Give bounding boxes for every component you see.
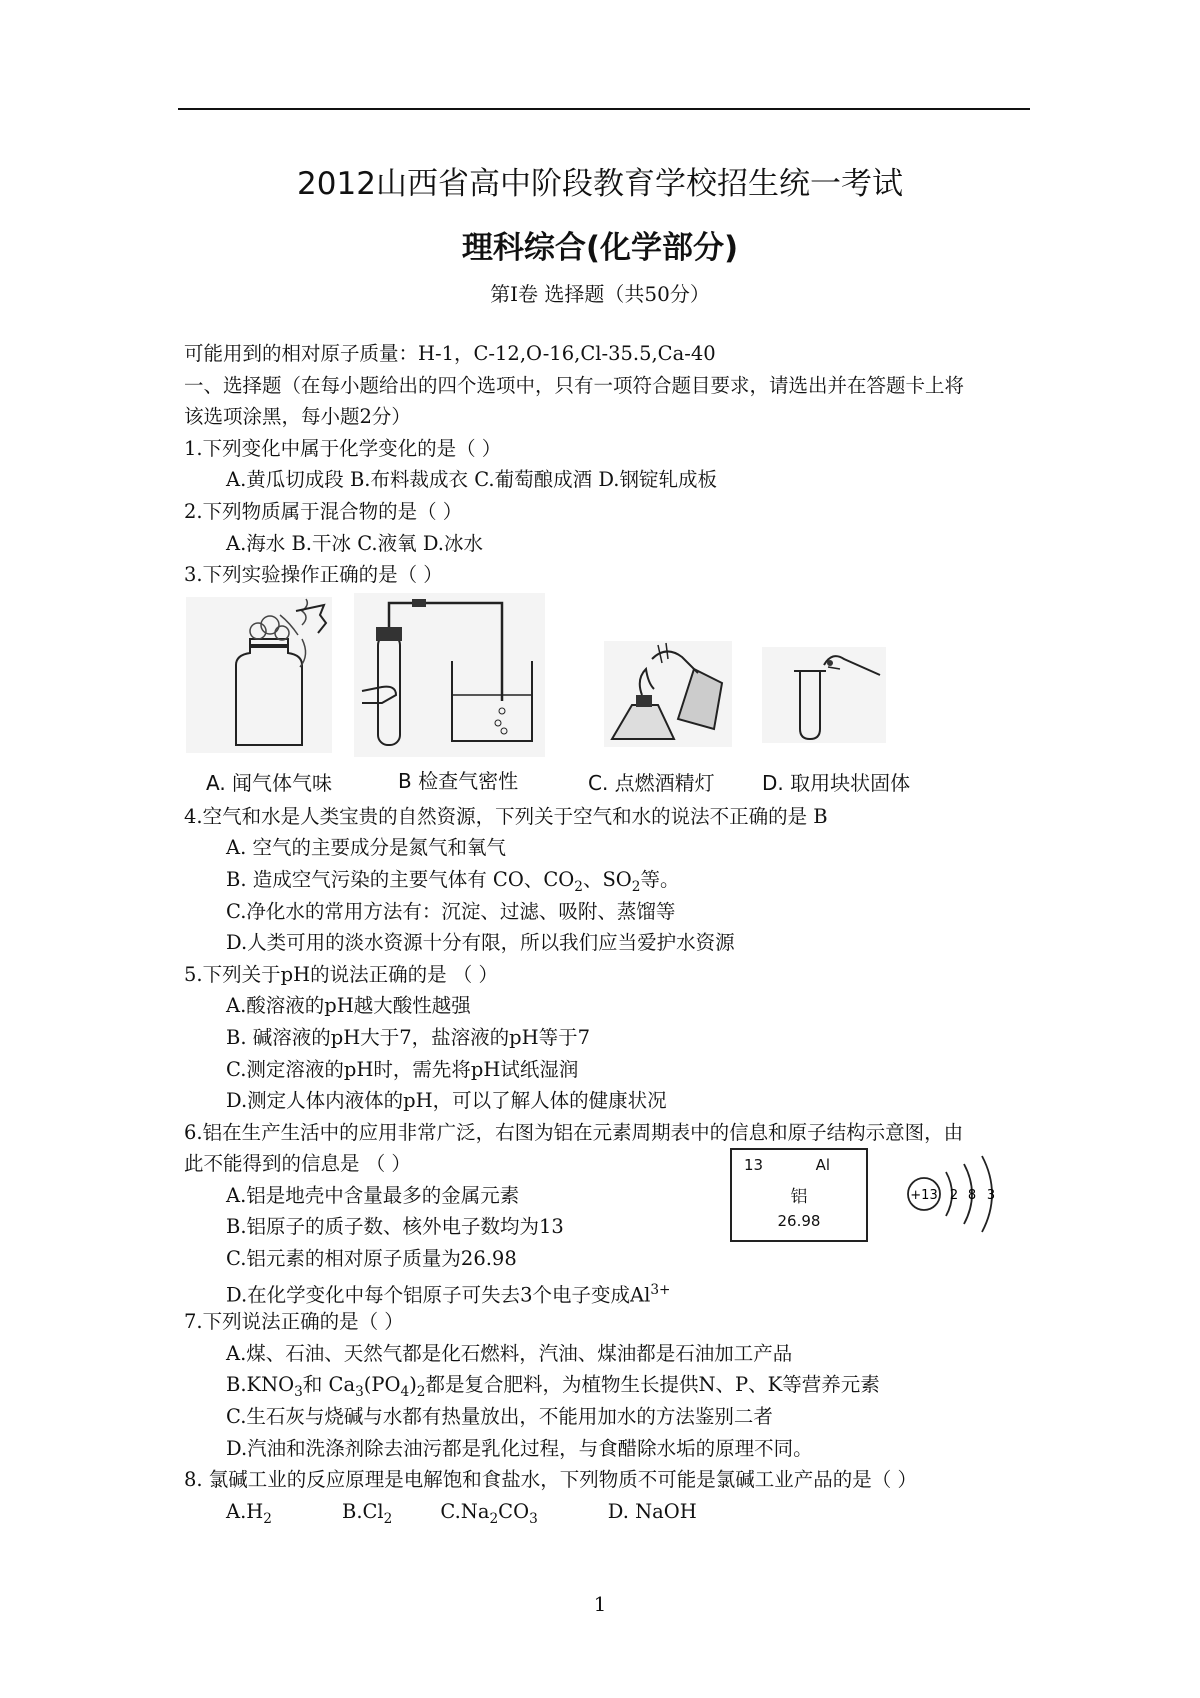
exam-title: 2012山西省高中阶段教育学校招生统一考试 xyxy=(297,166,903,202)
exam-content xyxy=(184,338,1034,1527)
q8-option-a: $A.H_2$ xyxy=(226,1499,272,1527)
page-number: 1 xyxy=(593,1592,607,1616)
figure-caption-c: C. 点燃酒精灯 xyxy=(588,770,715,795)
shell-2-electrons: 8 xyxy=(967,1188,977,1204)
atomic-mass: 26.98 xyxy=(777,1212,821,1231)
question-4-option-b: B. 造成空气污染的主要气体有 CO、$CO_2$、$SO_2$等。 xyxy=(226,867,680,895)
question-6-option-c: C.铝元素的相对原子质量为26.98 xyxy=(226,1247,517,1271)
top-rule xyxy=(178,108,1030,110)
question-5-option-c: C.测定溶液的pH时，需先将pH试纸湿润 xyxy=(226,1057,579,1081)
atomic-mass-line: 可能用到的相对原子质量：H-1，C-12,O-16,Cl-35.5,Ca-40 xyxy=(184,342,716,365)
alcohol-lamp-figure xyxy=(602,639,734,749)
element-name: 铝 xyxy=(790,1187,808,1208)
question-3-figures xyxy=(184,591,1034,801)
q8-option-c: $C.Na_2CO_3$ xyxy=(440,1499,538,1527)
question-1-options: A.黄瓜切成段 B.布料裁成衣 C.葡萄酿成酒 D.钢锭轧成板 xyxy=(226,468,717,492)
question-6-stem-1: 6.铝在生产生活中的应用非常广泛，右图为铝在元素周期表中的信息和原子结构示意图，由 xyxy=(184,1120,964,1144)
question-6-option-a: A.铝是地壳中含量最多的金属元素 xyxy=(226,1183,520,1207)
question-5-option-a: A.酸溶液的pH越大酸性越强 xyxy=(226,994,471,1018)
question-5-option-d: D.测定人体内液体的pH，可以了解人体的健康状况 xyxy=(226,1089,667,1113)
question-7-stem: 7.下列说法正确的是（ ） xyxy=(184,1310,404,1334)
element-cell xyxy=(730,1148,868,1242)
figure-caption-d: D. 取用块状固体 xyxy=(762,770,911,795)
question-6-option-b: B.铝原子的质子数、核外电子数均为13 xyxy=(226,1215,564,1239)
question-5-option-b: B. 碱溶液的pH大于7，盐溶液的pH等于7 xyxy=(226,1025,591,1049)
question-7-option-b: $B.KNO_3$和 $Ca_3(PO_4)_2$都是复合肥料，为植物生长提供N、P、K等营养元素 xyxy=(226,1373,880,1401)
q8-option-b: $B.Cl_2$ xyxy=(341,1499,393,1527)
airtightness-check-figure xyxy=(352,591,547,759)
question-2-stem: 2.下列物质属于混合物的是（ ） xyxy=(184,499,463,523)
question-5-stem: 5.下列关于pH的说法正确的是 （ ） xyxy=(184,962,498,986)
question-7-option-a: A.煤、石油、天然气都是化石燃料，汽油、煤油都是石油加工产品 xyxy=(226,1341,793,1365)
question-4-stem: 4.空气和水是人类宝贵的自然资源，下列关于空气和水的说法不正确的是 B xyxy=(184,804,828,828)
question-6-stem-2: 此不能得到的信息是 （ ） xyxy=(184,1152,411,1176)
question-8-options xyxy=(184,1496,1034,1528)
instruction-line-2: 该选项涂黑，每小题2分） xyxy=(184,405,411,429)
question-6-option-d: D.在化学变化中每个铝原子可失去3个电子变成$Al^{3+}$ xyxy=(226,1281,671,1307)
section-heading: 第Ⅰ卷 选择题（共50分） xyxy=(490,282,710,306)
nucleus-label: +13 xyxy=(910,1188,938,1204)
question-1-stem: 1.下列变化中属于化学变化的是（ ） xyxy=(184,436,502,460)
question-4-option-d: D.人类可用的淡水资源十分有限，所以我们应当爱护水资源 xyxy=(226,931,735,955)
shell-3-electrons: 3 xyxy=(986,1188,996,1204)
question-4-option-a: A. 空气的主要成分是氮气和氧气 xyxy=(226,836,506,860)
smell-gas-figure xyxy=(184,595,334,755)
figure-caption-a: A. 闻气体气味 xyxy=(206,770,333,795)
question-7-option-c: C.生石灰与烧碱与水都有热量放出，不能用加水的方法鉴别二者 xyxy=(226,1405,773,1429)
atomic-number: 13 xyxy=(744,1156,764,1175)
instruction-line-1: 一、选择题（在每小题给出的四个选项中，只有一项符合题目要求，请选出并在答题卡上将 xyxy=(184,373,965,397)
question-6-block xyxy=(184,1148,1034,1306)
shell-1-electrons: 2 xyxy=(949,1188,959,1204)
q8-option-d: D. NaOH xyxy=(607,1499,697,1523)
question-7-option-d: D.汽油和洗涤剂除去油污都是乳化过程，与食醋除水垢的原理不同。 xyxy=(226,1436,813,1460)
question-2-options: A.海水 B.干冰 C.液氧 D.冰水 xyxy=(226,531,483,555)
exam-subtitle: 理科综合(化学部分) xyxy=(461,230,739,266)
figure-caption-b: B 检查气密性 xyxy=(398,768,519,793)
atom-structure-diagram xyxy=(902,1148,1012,1240)
take-solid-figure xyxy=(760,645,888,745)
question-4-option-c: C.净化水的常用方法有：沉淀、过滤、吸附、蒸馏等 xyxy=(226,899,676,923)
question-3-stem: 3.下列实验操作正确的是（ ） xyxy=(184,563,443,587)
question-8-stem: 8. 氯碱工业的反应原理是电解饱和食盐水，下列物质不可能是氯碱工业产品的是（ ） xyxy=(184,1468,918,1492)
element-symbol: Al xyxy=(815,1156,830,1175)
